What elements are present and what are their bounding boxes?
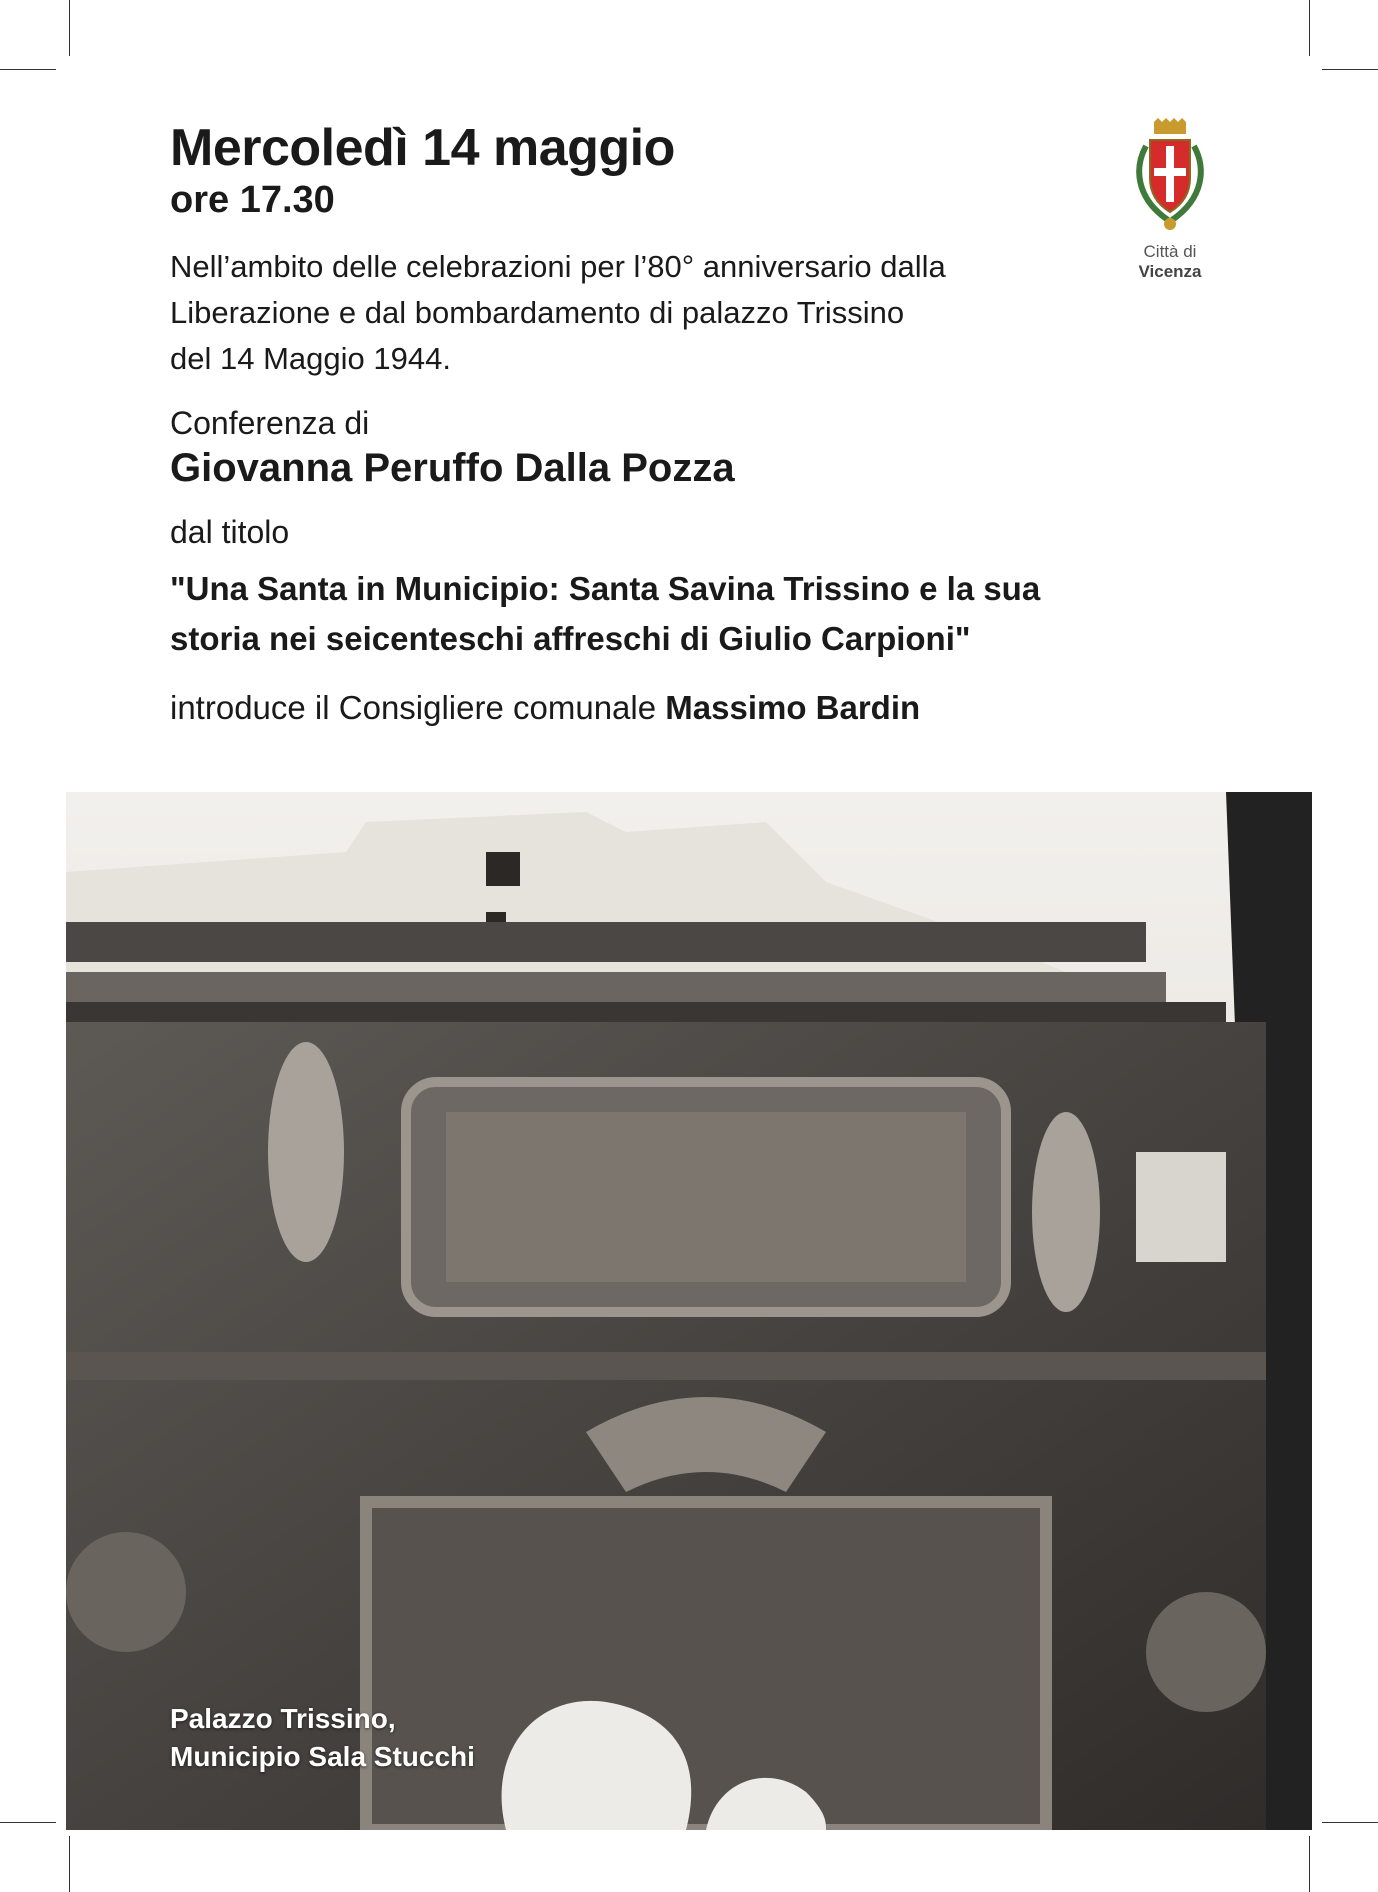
crop-mark xyxy=(0,1822,56,1823)
crop-mark xyxy=(1309,0,1310,56)
crop-mark xyxy=(0,69,56,70)
event-time: ore 17.30 xyxy=(170,179,335,221)
crop-mark xyxy=(1322,69,1378,70)
speaker-name: Giovanna Peruffo Dalla Pozza xyxy=(170,446,735,490)
talk-title xyxy=(170,564,1070,664)
city-label-line1: Città di xyxy=(1143,242,1197,261)
event-info xyxy=(170,118,1070,730)
bombed-palazzo-facade-photo xyxy=(66,792,1312,1830)
city-label-line2: Vicenza xyxy=(1138,262,1202,281)
event-intro xyxy=(170,244,1070,382)
caption-line: Municipio Sala Stucchi xyxy=(170,1741,475,1772)
city-logo xyxy=(1128,118,1212,282)
intro-line: Nell’ambito delle celebrazioni per l’80° anniversario dalla xyxy=(170,249,946,284)
crop-mark xyxy=(69,1836,70,1892)
talk-title-line: "Una Santa in Municipio: Santa Savina Trissino e la sua xyxy=(170,570,1041,607)
crop-mark xyxy=(69,0,70,56)
intro-line: Liberazione e dal bombardamento di palazzo Trissino xyxy=(170,295,905,330)
crop-mark xyxy=(1309,1836,1310,1892)
event-date: Mercoledì 14 maggio xyxy=(170,119,675,177)
title-label: dal titolo xyxy=(170,514,290,550)
crop-mark xyxy=(1322,1822,1378,1823)
talk-title-line: storia nei seicenteschi affreschi di Giulio Carpioni" xyxy=(170,620,971,657)
photo-caption xyxy=(170,1700,475,1776)
conference-label: Conferenza di xyxy=(170,405,370,441)
introducer xyxy=(170,686,1070,730)
introducer-prefix: introduce il Consigliere comunale xyxy=(170,689,666,726)
vicenza-coat-of-arms-icon xyxy=(1128,118,1212,234)
intro-line: del 14 Maggio 1944. xyxy=(170,341,451,376)
caption-line: Palazzo Trissino, xyxy=(170,1703,396,1734)
introducer-name: Massimo Bardin xyxy=(665,689,921,726)
